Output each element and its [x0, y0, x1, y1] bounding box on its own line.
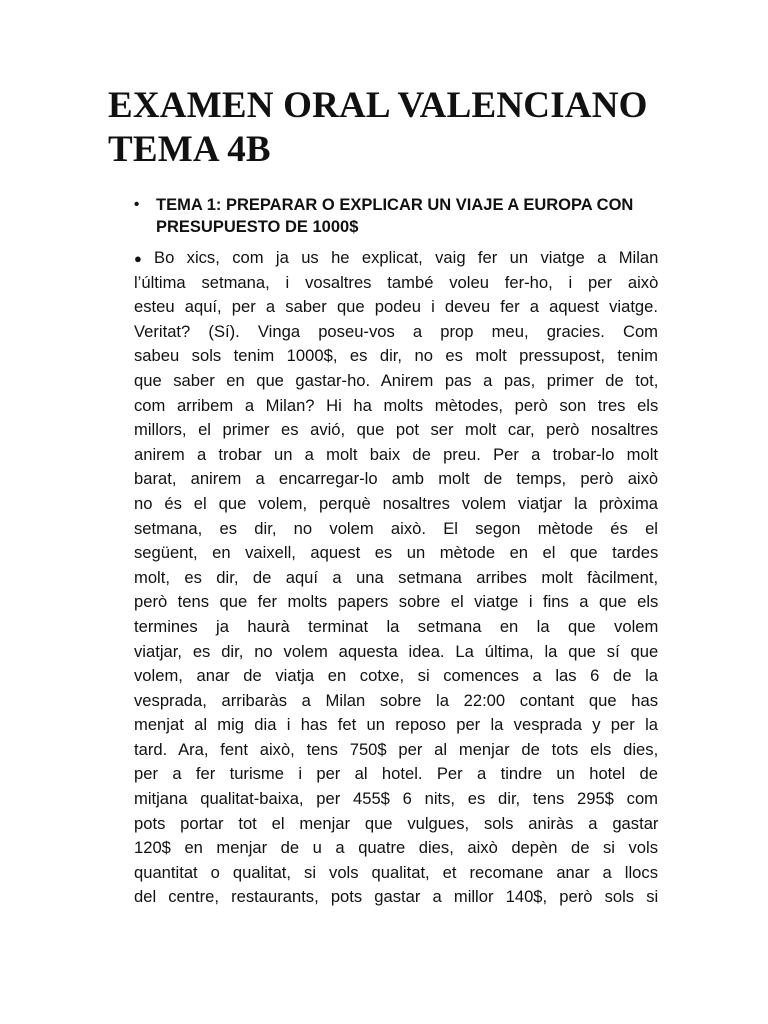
body-line: termines ja haurà terminat la setmana en la que volem	[134, 616, 659, 636]
body-line	[134, 246, 658, 271]
body-line: volem, anar de viatja en cotxe, si comences a las 6 de la	[134, 666, 658, 686]
body-line: viatjar, es dir, no volem aquesta idea. La última, la que sí que	[134, 641, 659, 661]
body-line: que saber en que gastar-ho. Anirem pas a pas, primer de tot,	[134, 370, 659, 390]
body-line: l’última setmana, i vosaltres també voleu fer-ho, i per això	[134, 272, 659, 292]
body-line: Veritat? (Sí). Vinga poseu-vos a prop meu, gracies. Com	[134, 321, 658, 341]
body-line: però tens que fer molts papers sobre el viatge i fins a que els	[134, 592, 659, 612]
body-line: següent, en vaixell, aquest es un mètode en el que tardes	[134, 543, 659, 563]
topic-heading	[134, 194, 674, 238]
body-line: vesprada, arribaràs a Milan sobre la 22:00 contant que has	[134, 690, 658, 710]
body-line: tard. Ara, fent això, tens 750$ per al menjar de tots els dies,	[134, 739, 659, 759]
body-line: per a fer turisme i per al hotel. Per a tindre un hotel de	[134, 764, 658, 784]
body-line: menjat al mig dia i has fet un reposo per la vesprada y per la	[134, 715, 658, 735]
topic-bullet-icon: •	[134, 196, 140, 213]
body-line: mitjana qualitat-baixa, per 455$ 6 nits, es dir, tens 295$ com	[134, 789, 658, 809]
body-line: sabeu sols tenim 1000$, es dir, no es molt pressupost, tenim	[134, 346, 658, 366]
body-line: esteu aquí, per a saber que podeu i deveu fer a aquest viatge.	[134, 297, 658, 317]
body-paragraph	[134, 246, 658, 910]
topic-line-1: TEMA 1: PREPARAR O EXPLICAR UN VIAJE A EUROPA CON	[156, 196, 634, 214]
title-line-2: TEMA 4B	[108, 129, 271, 170]
body-line: com arribem a Milan? Hi ha molts mètodes, però son tres els	[134, 395, 659, 415]
paragraph-bullet-icon: ●	[134, 251, 142, 266]
body-line: 120$ en menjar de u a quatre dies, això depèn de si vols	[134, 838, 659, 858]
title-line-1: EXAMEN ORAL VALENCIANO	[108, 85, 648, 126]
body-line: millors, el primer es avió, que pot ser molt car, però nosaltres	[134, 420, 659, 440]
body-line: molt, es dir, de aquí a una setmana arribes molt fàcilment,	[134, 567, 659, 587]
document-title	[108, 84, 708, 172]
body-line: barat, anirem a encarregar-lo amb molt de temps, però això	[134, 469, 659, 489]
body-line: quantitat o qualitat, si vols qualitat, et recomane anar a llocs	[134, 862, 658, 882]
body-line: setmana, es dir, no volem això. El segon mètode és el	[134, 518, 658, 538]
body-line: anirem a trobar un a molt baix de preu. Per a trobar-lo molt	[134, 444, 658, 464]
body-line: del centre, restaurants, pots gastar a millor 140$, però sols si	[134, 887, 659, 907]
body-line: pots portar tot el menjar que vulgues, sols aniràs a gastar	[134, 813, 659, 833]
topic-line-2: PRESUPUESTO DE 1000$	[156, 218, 359, 236]
body-line: no és el que volem, perquè nosaltres volem viatjar la pròxima	[134, 493, 658, 513]
body-line-text: Bo xics, com ja us he explicat, vaig fer un viatge a Milan	[154, 248, 659, 267]
